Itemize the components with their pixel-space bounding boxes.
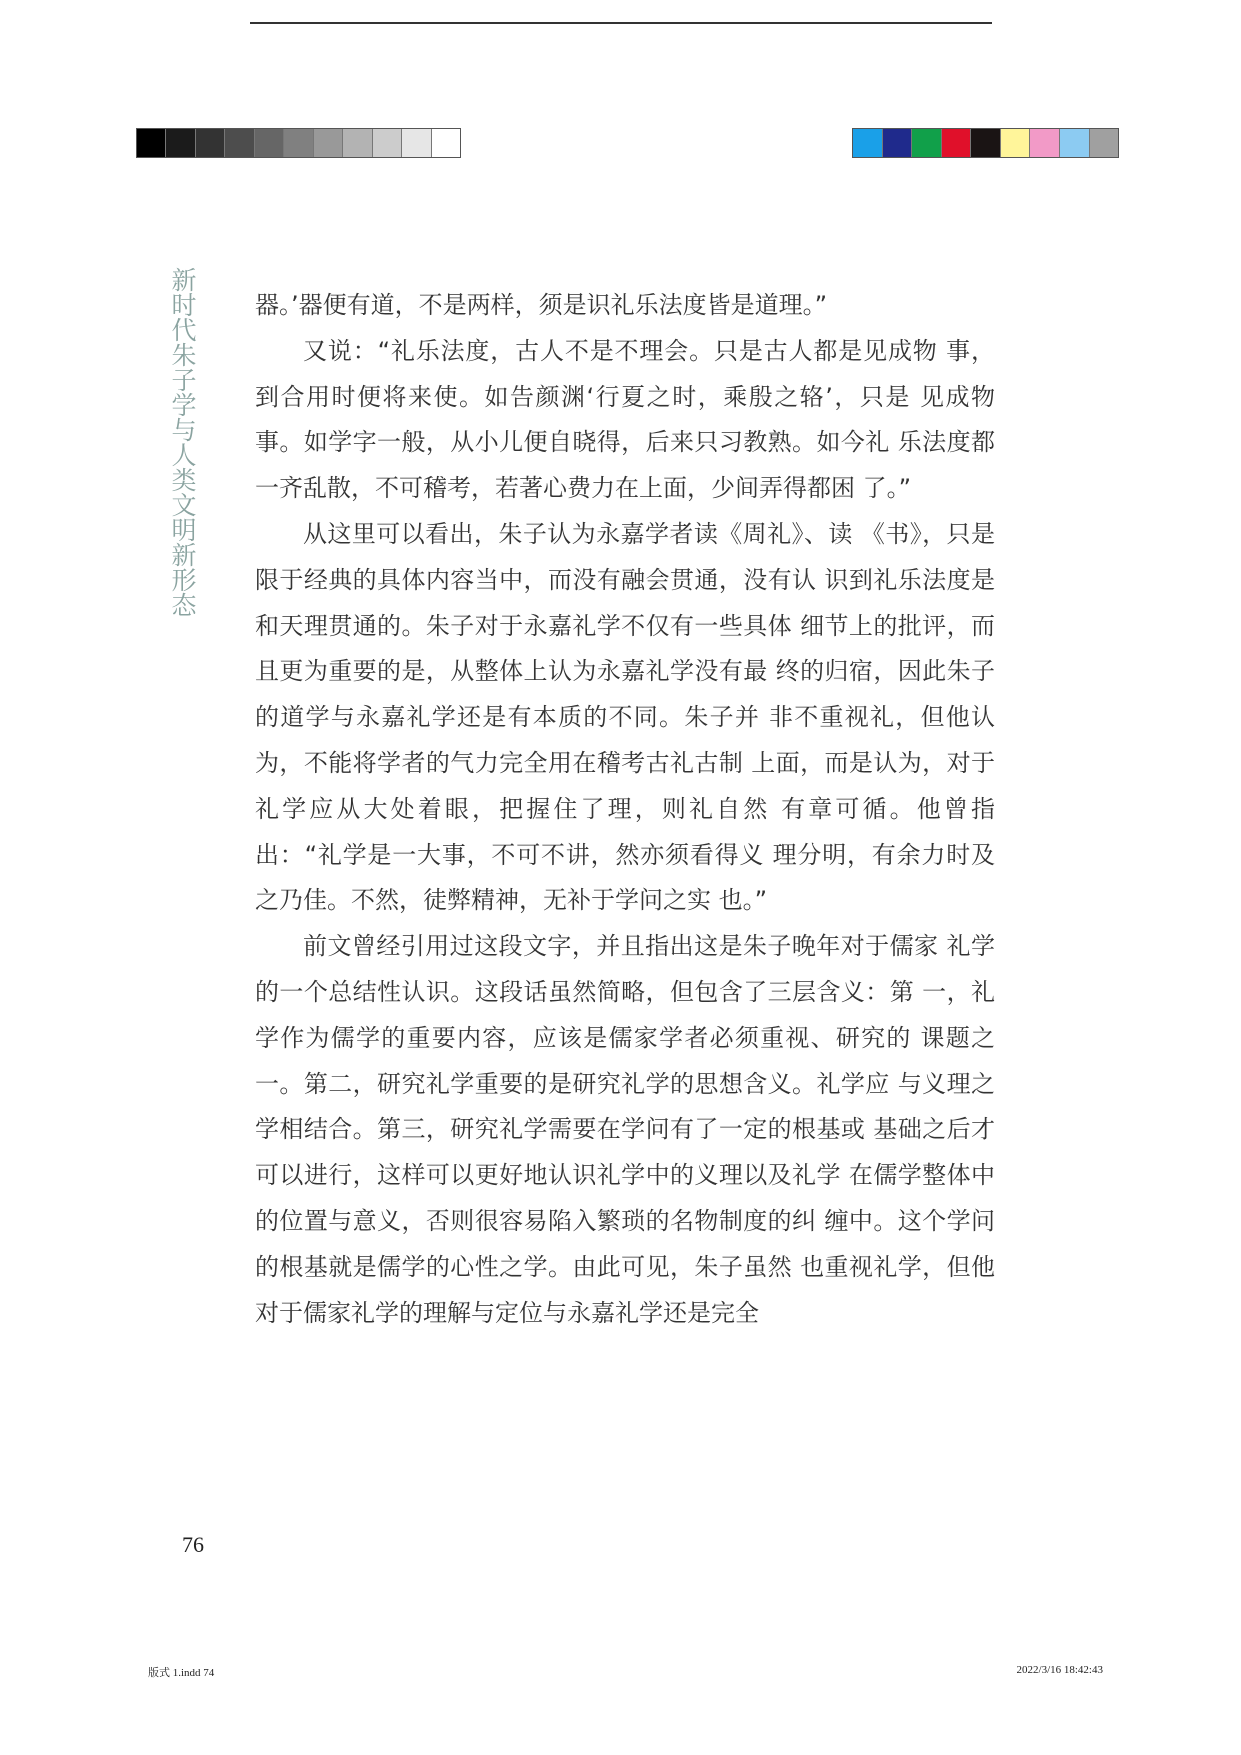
color-swatch [166,129,195,157]
page-number: 76 [182,1532,204,1557]
color-swatch [432,129,460,157]
color-swatch [402,129,431,157]
color-swatch [1001,129,1031,157]
paragraph: 从这里可以看出，朱子认为永嘉学者读《周礼》、读 《书》，只是限于经典的具体内容当中，而没有融会贯通，没有认 识到礼乐法度是和天理贯通的。朱子对于永嘉礼学不仅有一些具体 细节上的批评，而且更为重要的是，从整体上认为永嘉礼学没有最 终的归宿，因此朱子的道学与永嘉礼学还是有本质的不同。朱子并 非不重视礼，但他认为，不能将学者的气力完全用在稽考古礼古制 上面，而是认为，对于礼学应从大处着眼，把握住了理，则礼自然 有章可循。他曾指出：“礼学是一大事，不可不讲，然亦须看得义 理分明，有余力时及之乃佳。不然，徒弊精神，无补于学问之实 也。” [255,519,995,915]
body-text [255,283,995,1336]
color-swatch [343,129,372,157]
slug-file-info: 版式 1.indd 74 [148,1667,215,1679]
color-swatch [912,129,942,157]
running-head: 新时代朱子学与人类文明新形态 [168,267,197,617]
paragraph: 又说：“礼乐法度，古人不是不理会。只是古人都是见成物 事，到合用时便将来使。如告颜渊‘行夏之时，乘殷之辂’，只是 见成物事。如学字一般，从小儿便自晓得，后来只习教熟。如今礼 乐法度都一齐乱散，不可稽考，若著心费力在上面，少间弄得都困 了。” [255,336,995,503]
color-swatch [1060,129,1090,157]
color-swatch [137,129,166,157]
slug-timestamp: 2022/3/16 18:42:43 [1016,1664,1103,1676]
color-swatch [971,129,1001,157]
color-swatch [883,129,913,157]
color-swatch [284,129,313,157]
color-swatch [942,129,972,157]
grayscale-color-bar [136,128,461,158]
color-swatch [314,129,343,157]
color-swatch [255,129,284,157]
color-swatch [225,129,254,157]
color-swatch [373,129,402,157]
color-swatch [196,129,225,157]
color-swatch [1090,129,1119,157]
color-swatch [1030,129,1060,157]
paragraph: 器。’器便有道，不是两样，须是识礼乐法度皆是道理。” [255,291,828,319]
process-color-bar [852,128,1119,158]
paragraph: 前文曾经引用过这段文字，并且指出这是朱子晚年对于儒家 礼学的一个总结性认识。这段话虽然简略，但包含了三层含义：第 一，礼学作为儒学的重要内容，应该是儒家学者必须重视、研究的 课题之一。第二，研究礼学重要的是研究礼学的思想含义。礼学应 与义理之学相结合。第三，研究礼学需要在学问有了一定的根基或 基础之后才可以进行，这样可以更好地认识礼学中的义理以及礼学 在儒学整体中的位置与意义，否则很容易陷入繁琐的名物制度的纠 缠中。这个学问的根基就是儒学的心性之学。由此可见，朱子虽然 也重视礼学，但他对于儒家礼学的理解与定位与永嘉礼学还是完全 [255,932,995,1327]
color-swatch [853,129,883,157]
top-rule [250,22,992,24]
